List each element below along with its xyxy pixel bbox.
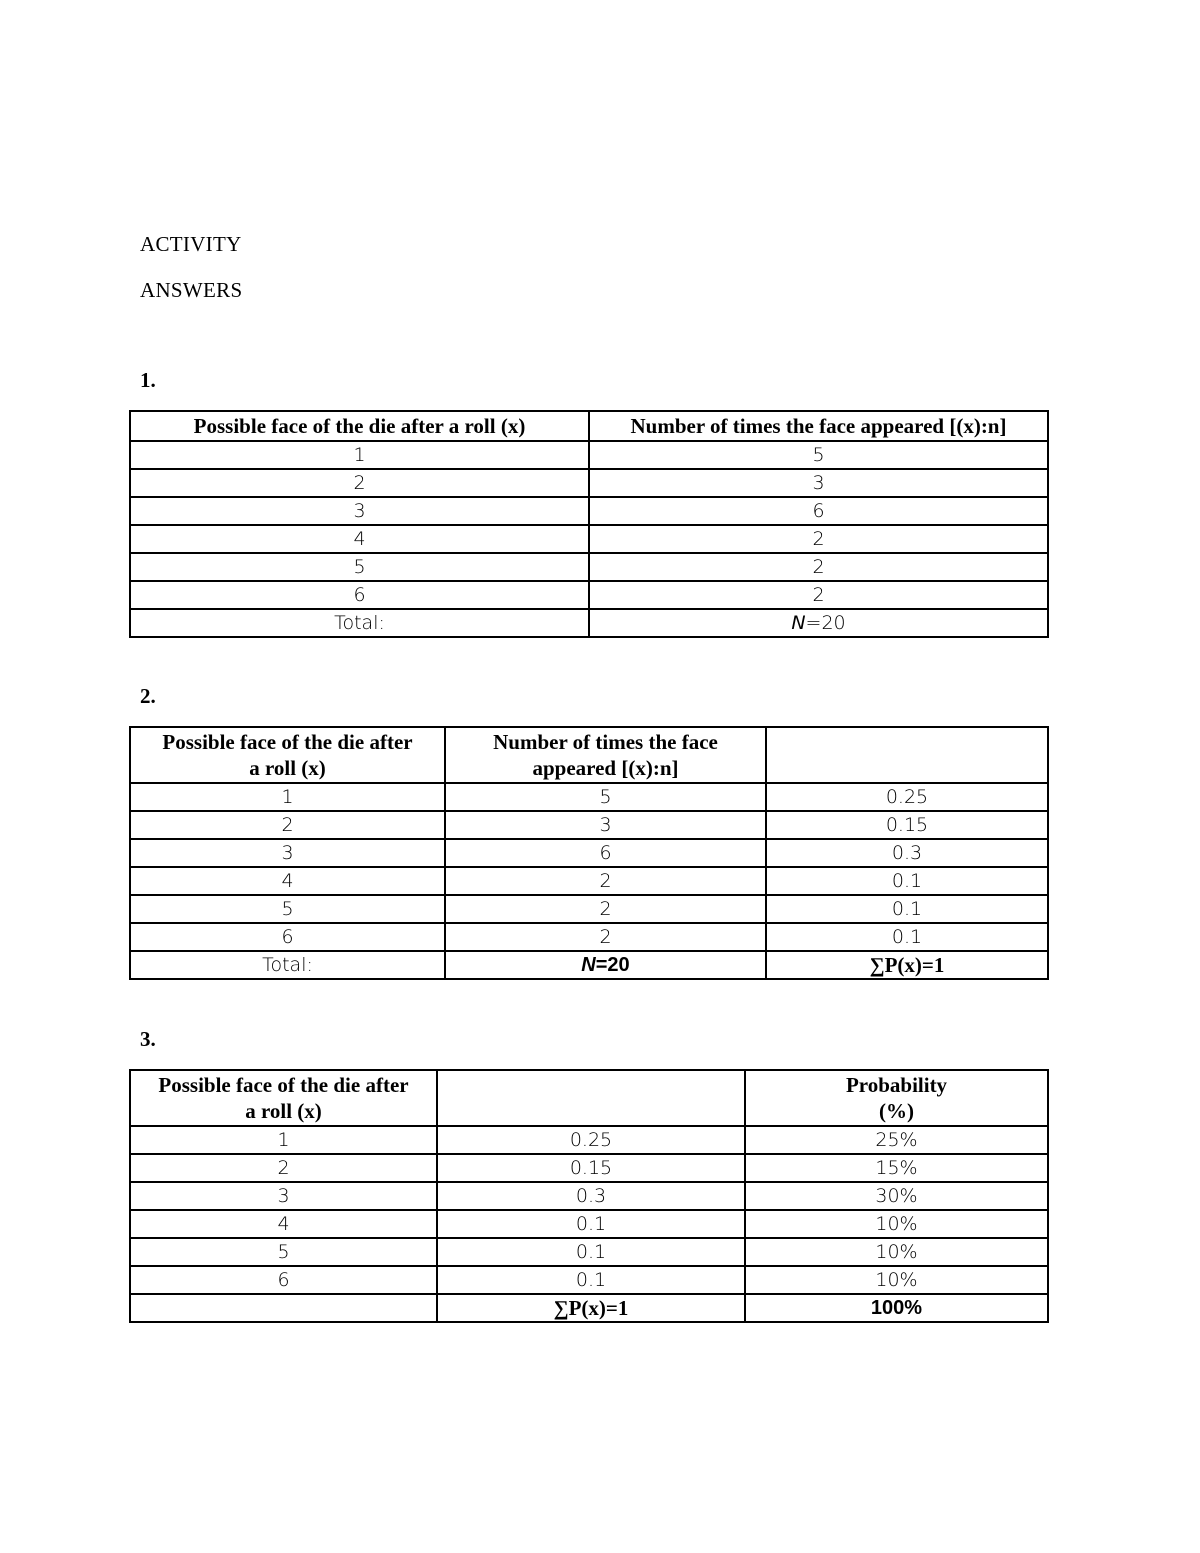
n-value: =20 bbox=[805, 612, 846, 634]
n-symbol: N bbox=[791, 612, 806, 634]
probability-cell: 0.1 bbox=[437, 1210, 745, 1238]
frequency-cell: 2 bbox=[589, 525, 1048, 553]
probability-table bbox=[129, 726, 1049, 980]
total-label-empty bbox=[130, 1294, 437, 1322]
header-frequency bbox=[445, 727, 766, 783]
face-cell: 4 bbox=[130, 867, 445, 895]
table-row bbox=[130, 497, 1048, 525]
frequency-cell: 6 bbox=[445, 839, 766, 867]
header-face bbox=[130, 1070, 437, 1126]
face-cell: 6 bbox=[130, 1266, 437, 1294]
table-row bbox=[130, 923, 1048, 951]
total-row bbox=[130, 1294, 1048, 1322]
header-face-line1: Possible face of the die after bbox=[158, 1073, 409, 1097]
percent-cell: 30% bbox=[745, 1182, 1048, 1210]
table-row bbox=[130, 867, 1048, 895]
face-cell: 1 bbox=[130, 1126, 437, 1154]
percent-cell: 10% bbox=[745, 1210, 1048, 1238]
total-row bbox=[130, 609, 1048, 637]
table-row bbox=[130, 441, 1048, 469]
total-label: Total: bbox=[130, 951, 445, 979]
header-frequency-line1: Number of times the face bbox=[493, 730, 718, 754]
frequency-cell: 5 bbox=[589, 441, 1048, 469]
face-cell: 4 bbox=[130, 1210, 437, 1238]
table-header-row bbox=[130, 411, 1048, 441]
header-percent bbox=[745, 1070, 1048, 1126]
frequency-cell: 2 bbox=[445, 923, 766, 951]
face-cell: 3 bbox=[130, 1182, 437, 1210]
table-row bbox=[130, 1182, 1048, 1210]
header-face: Possible face of the die after a roll (x) bbox=[130, 411, 589, 441]
header-frequency: Number of times the face appeared [(x):n] bbox=[589, 411, 1048, 441]
table-row bbox=[130, 1238, 1048, 1266]
face-cell: 2 bbox=[130, 811, 445, 839]
section-2-number: 2. bbox=[140, 684, 156, 708]
frequency-cell: 2 bbox=[589, 581, 1048, 609]
total-probability-sum: ∑P(x)=1 bbox=[437, 1294, 745, 1322]
percentage-table bbox=[129, 1069, 1049, 1323]
header-probability-empty bbox=[766, 727, 1048, 783]
face-cell: 3 bbox=[130, 839, 445, 867]
table-row bbox=[130, 1266, 1048, 1294]
header-face-line2: a roll (x) bbox=[245, 1099, 322, 1123]
face-cell: 5 bbox=[130, 895, 445, 923]
header-percent-line2: (%) bbox=[879, 1099, 914, 1123]
face-cell: 4 bbox=[130, 525, 589, 553]
percent-cell: 10% bbox=[745, 1266, 1048, 1294]
frequency-cell: 2 bbox=[445, 895, 766, 923]
face-cell: 3 bbox=[130, 497, 589, 525]
face-cell: 2 bbox=[130, 469, 589, 497]
n-symbol: N bbox=[581, 954, 596, 976]
face-cell: 6 bbox=[130, 923, 445, 951]
probability-cell: 0.15 bbox=[437, 1154, 745, 1182]
probability-cell: 0.1 bbox=[766, 895, 1048, 923]
frequency-cell: 6 bbox=[589, 497, 1048, 525]
probability-cell: 0.3 bbox=[766, 839, 1048, 867]
header-face-line2: a roll (x) bbox=[249, 756, 326, 780]
n-value: =20 bbox=[595, 954, 630, 976]
table-header-row bbox=[130, 727, 1048, 783]
section-1-number: 1. bbox=[140, 368, 156, 392]
table-header-row bbox=[130, 1070, 1048, 1126]
table-row bbox=[130, 469, 1048, 497]
probability-cell: 0.25 bbox=[766, 783, 1048, 811]
probability-cell: 0.3 bbox=[437, 1182, 745, 1210]
total-n bbox=[445, 951, 766, 979]
percent-cell: 15% bbox=[745, 1154, 1048, 1182]
frequency-cell: 2 bbox=[589, 553, 1048, 581]
table-row bbox=[130, 581, 1048, 609]
face-cell: 5 bbox=[130, 553, 589, 581]
percent-cell: 10% bbox=[745, 1238, 1048, 1266]
header-face-line1: Possible face of the die after bbox=[162, 730, 413, 754]
section-3-number: 3. bbox=[140, 1027, 156, 1051]
frequency-cell: 2 bbox=[445, 867, 766, 895]
table-row bbox=[130, 895, 1048, 923]
table-row bbox=[130, 783, 1048, 811]
percent-cell: 25% bbox=[745, 1126, 1048, 1154]
probability-cell: 0.15 bbox=[766, 811, 1048, 839]
total-n bbox=[589, 609, 1048, 637]
probability-cell: 0.25 bbox=[437, 1126, 745, 1154]
face-cell: 6 bbox=[130, 581, 589, 609]
face-cell: 1 bbox=[130, 783, 445, 811]
table-row bbox=[130, 553, 1048, 581]
table-row bbox=[130, 839, 1048, 867]
header-percent-line1: Probability bbox=[845, 1073, 948, 1097]
frequency-cell: 5 bbox=[445, 783, 766, 811]
face-cell: 1 bbox=[130, 441, 589, 469]
table-row bbox=[130, 1210, 1048, 1238]
table-row bbox=[130, 525, 1048, 553]
face-cell: 2 bbox=[130, 1154, 437, 1182]
probability-cell: 0.1 bbox=[766, 867, 1048, 895]
table-row bbox=[130, 811, 1048, 839]
frequency-table bbox=[129, 410, 1049, 638]
header-frequency-line2: appeared [(x):n] bbox=[532, 756, 679, 780]
activity-heading: ACTIVITY bbox=[140, 232, 242, 256]
face-cell: 5 bbox=[130, 1238, 437, 1266]
frequency-cell: 3 bbox=[589, 469, 1048, 497]
header-probability-empty bbox=[437, 1070, 745, 1126]
total-row bbox=[130, 951, 1048, 979]
table-row bbox=[130, 1154, 1048, 1182]
probability-cell: 0.1 bbox=[437, 1238, 745, 1266]
probability-cell: 0.1 bbox=[437, 1266, 745, 1294]
total-probability-sum: ∑P(x)=1 bbox=[766, 951, 1048, 979]
answers-heading: ANSWERS bbox=[140, 278, 243, 302]
frequency-cell: 3 bbox=[445, 811, 766, 839]
total-label: Total: bbox=[130, 609, 589, 637]
header-face bbox=[130, 727, 445, 783]
table-row bbox=[130, 1126, 1048, 1154]
probability-cell: 0.1 bbox=[766, 923, 1048, 951]
total-percent: 100% bbox=[745, 1294, 1048, 1322]
